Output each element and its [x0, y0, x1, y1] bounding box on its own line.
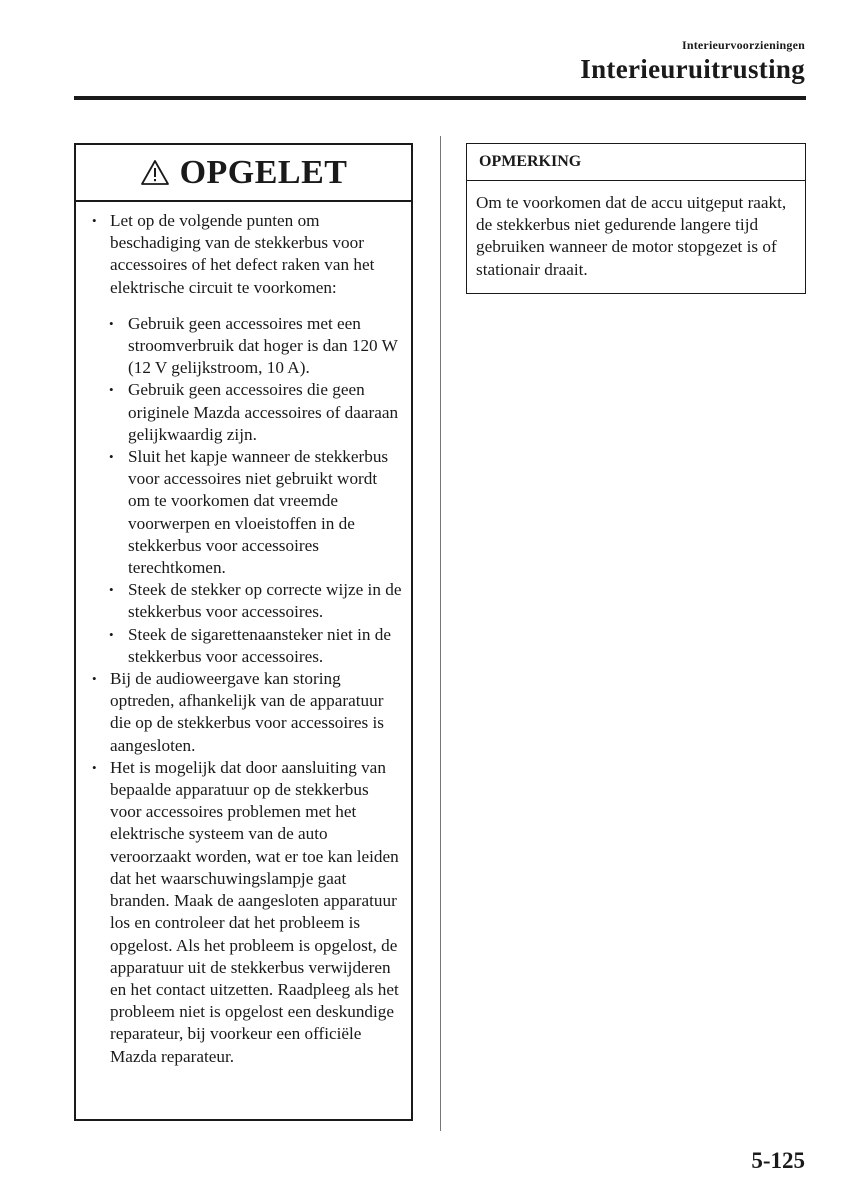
warning-item-text: • Het is mogelijk dat door aansluiting van bepaalde apparatuur op de stekkerbus voor accessoires problemen met het elektrische systeem van de auto veroorzaakt worden, wat er toe kan leiden dat het waarschuwingslampje gaat branden. Maak de aangesloten apparatuur los en controleer dat het probleem is opgelost. Als het probleem is opgelost, de apparatuur uit de stekkerbus verwijderen en het contact uitzetten. Raadpleeg als het probleem niet is opgelost een deskundige reparateur, bij voorkeur een officiële Mazda reparateur. [110, 757, 399, 1066]
warning-subitem-text: • Steek de stekker op correcte wijze in de stekkerbus voor accessoires. [128, 580, 402, 622]
warning-subitem [106, 579, 403, 623]
warning-body [76, 202, 411, 1068]
warning-subitem-text: • Gebruik geen accessoires met een stroomverbruik dat hoger is dan 120 W (12 V gelijkstroom, 10 A). [128, 313, 398, 378]
warning-subitem [106, 624, 403, 668]
warning-subitem-text: • Steek de sigarettenaansteker niet in de stekkerbus voor accessoires. [128, 624, 391, 666]
warning-header [76, 145, 411, 202]
warning-subitem-text: • Gebruik geen accessoires die geen originele Mazda accessoires of daaraan gelijkwaardig zijn. [128, 380, 399, 444]
page-title: Interieuruitrusting [580, 54, 805, 84]
warning-box [74, 143, 413, 1121]
note-title: OPMERKING [467, 144, 805, 181]
warning-item [88, 757, 403, 1068]
warning-triangle-icon [140, 159, 170, 186]
section-label: Interieurvoorzieningen [681, 38, 805, 52]
warning-subitem [106, 446, 403, 579]
page-number: 5-125 [751, 1148, 805, 1173]
header-rule [74, 96, 806, 100]
warning-subitem-text: • Sluit het kapje wanneer de stekkerbus voor accessoires niet gebruikt wordt om te voorkomen dat vreemde voorwerpen en vloeistoffen in de stekkerbus voor accessoires terechtkomen. [128, 447, 389, 578]
warning-item [88, 210, 403, 299]
warning-subitem [106, 313, 403, 380]
warning-item-text: • Let op de volgende punten om beschadiging van de stekkerbus voor accessoires of het defect raken van het elektrische circuit te voorkomen: [110, 211, 375, 297]
warning-title: OPGELET [179, 153, 348, 191]
warning-sublist [88, 313, 403, 668]
warning-item-text: • Bij de audioweergave kan storing optreden, afhankelijk van de apparatuur die op de stekkerbus voor accessoires is aangesloten. [110, 669, 384, 755]
note-box [466, 143, 806, 294]
note-text: Om te voorkomen dat de accu uitgeput raakt, de stekkerbus niet gedurende langere tijd gebruiken wanneer de motor stopgezet is of stationair draait. [476, 193, 787, 279]
warning-item [88, 668, 403, 757]
warning-subitem [106, 379, 403, 446]
column-divider [440, 136, 441, 1131]
